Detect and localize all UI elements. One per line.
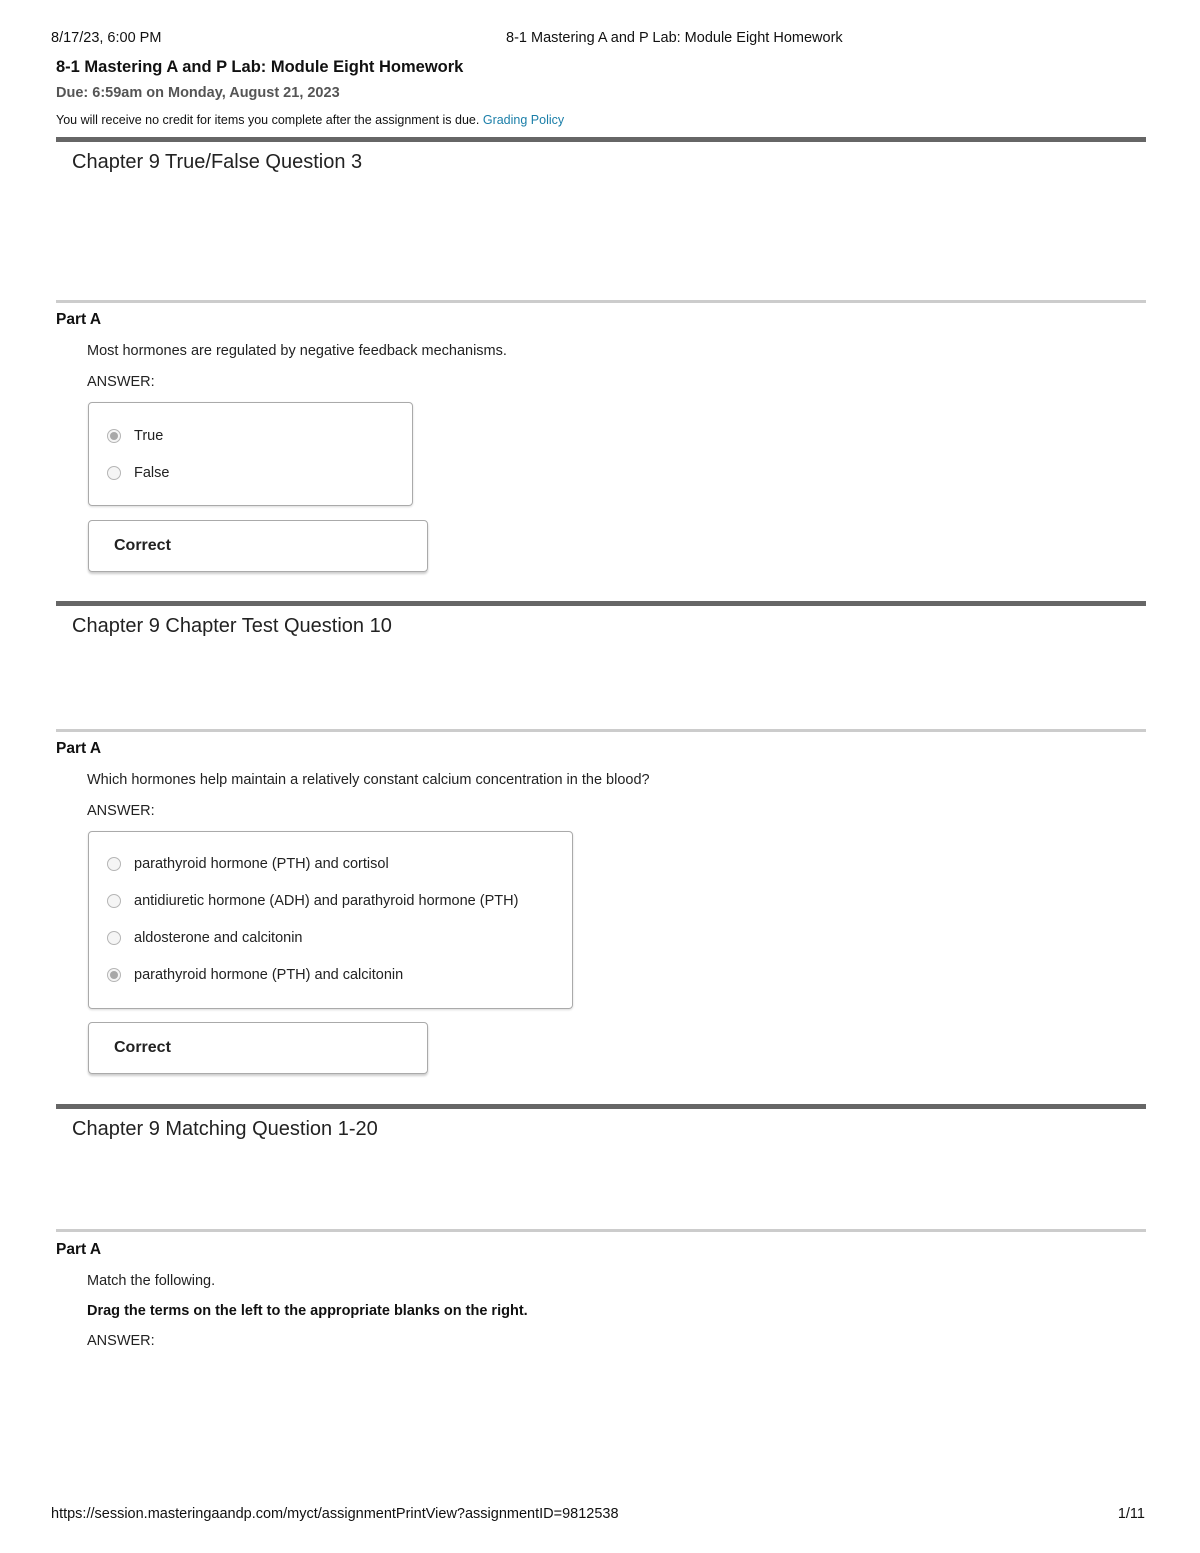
part-divider [56, 1229, 1146, 1232]
choice-label: False [134, 464, 170, 481]
choice-aldosterone-calcitonin[interactable] [89, 919, 572, 956]
page-url: https://session.masteringaandp.com/myct/assignmentPrintView?assignmentID=9812538 [51, 1506, 619, 1522]
choice-label: antidiuretic hormone (ADH) and parathyroid hormone (PTH) [134, 892, 519, 909]
choice-label: parathyroid hormone (PTH) and calcitonin [134, 966, 404, 983]
assignment-title: 8-1 Mastering A and P Lab: Module Eight Homework [56, 58, 464, 76]
radio-selected-icon[interactable] [107, 968, 121, 982]
radio-icon[interactable] [107, 857, 121, 871]
print-footer [0, 1506, 1200, 1526]
assignment-content [56, 56, 1146, 1352]
question-prompt: Most hormones are regulated by negative feedback mechanisms. [87, 343, 507, 359]
part-divider [56, 300, 1146, 303]
choice-false[interactable] [89, 454, 412, 491]
answer-label: ANSWER: [87, 803, 155, 819]
answer-choices [88, 402, 413, 506]
print-doc-title: 8-1 Mastering A and P Lab: Module Eight Homework [506, 30, 843, 46]
page-number: 1/11 [1117, 1506, 1145, 1522]
policy-notice [56, 110, 1146, 130]
question-prompt: Which hormones help maintain a relatively constant calcium concentration in the blood? [87, 772, 650, 788]
print-datetime: 8/17/23, 6:00 PM [51, 30, 162, 46]
question-title: Chapter 9 Chapter Test Question 10 [72, 615, 392, 637]
part-label: Part A [56, 1241, 102, 1258]
print-header [0, 30, 1200, 50]
question-title: Chapter 9 Matching Question 1-20 [72, 1118, 378, 1140]
answer-label: ANSWER: [87, 374, 155, 390]
choice-pth-calcitonin[interactable] [89, 956, 572, 993]
choice-true[interactable] [89, 417, 412, 454]
result-feedback: Correct [88, 520, 428, 572]
result-feedback: Correct [88, 1022, 428, 1074]
radio-selected-icon[interactable] [107, 429, 121, 443]
choice-label: aldosterone and calcitonin [134, 929, 303, 946]
question-prompt: Match the following. [87, 1273, 216, 1289]
radio-icon[interactable] [107, 466, 121, 480]
radio-icon[interactable] [107, 894, 121, 908]
grading-policy-link[interactable]: Grading Policy [482, 113, 565, 127]
choice-pth-cortisol[interactable] [89, 845, 572, 882]
question-title: Chapter 9 True/False Question 3 [72, 151, 363, 173]
answer-choices [88, 831, 573, 1009]
radio-icon[interactable] [107, 931, 121, 945]
part-divider [56, 729, 1146, 732]
due-date: Due: 6:59am on Monday, August 21, 2023 [56, 85, 340, 101]
choice-adh-pth[interactable] [89, 882, 572, 919]
part-label: Part A [56, 740, 102, 757]
question-instruction: Drag the terms on the left to the appropriate blanks on the right. [87, 1303, 528, 1319]
choice-label: True [134, 427, 164, 444]
choice-label: parathyroid hormone (PTH) and cortisol [134, 855, 389, 872]
part-label: Part A [56, 311, 102, 328]
policy-text: You will receive no credit for items you complete after the assignment is due. [56, 113, 480, 127]
answer-label: ANSWER: [87, 1333, 155, 1349]
